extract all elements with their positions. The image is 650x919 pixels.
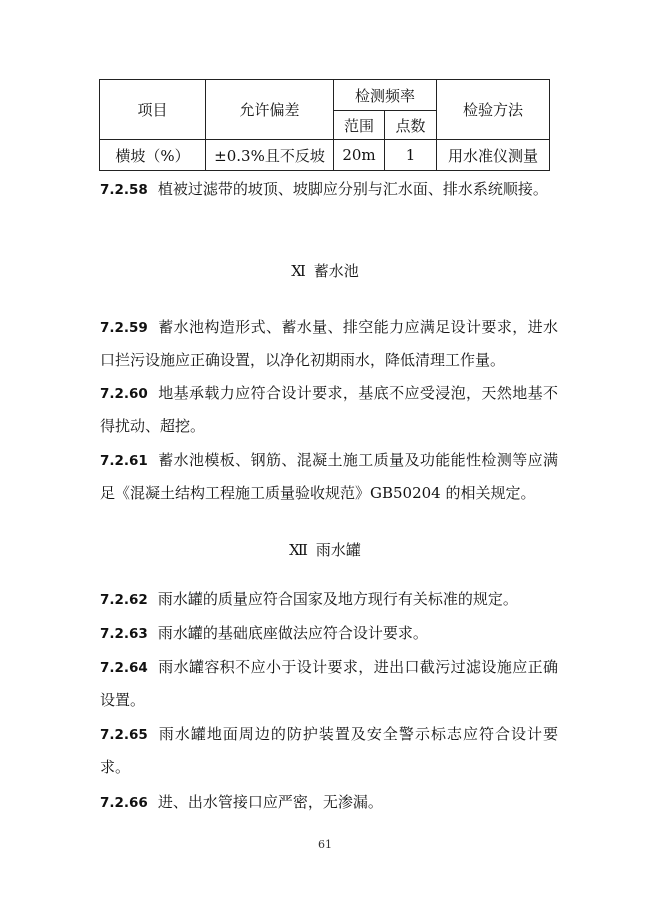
section-title: 雨水罐	[315, 541, 361, 559]
cell-item: 横坡（%）	[100, 140, 206, 171]
cell-method: 用水准仪测量	[437, 140, 550, 171]
clause-7-2-64	[100, 651, 558, 716]
clause-text: 蓄水池模板、钢筋、混凝土施工质量及功能能性检测等应满足《混凝土结构工程施工质量验收规范》GB50204 的相关规定。	[100, 451, 558, 502]
clause-7-2-62	[100, 583, 558, 616]
clause-7-2-63	[100, 617, 558, 650]
page-number: 61	[318, 838, 332, 851]
clause-number: 7.2.63	[100, 626, 148, 642]
clause-text: 蓄水池构造形式、蓄水量、排空能力应满足设计要求，进水口拦污设施应正确设置，以净化初期雨水，降低清理工作量。	[100, 318, 558, 369]
clause-text: 地基承载力应符合设计要求，基底不应受浸泡，天然地基不得扰动、超挖。	[100, 384, 558, 435]
clause-7-2-59	[100, 311, 558, 376]
clause-text: 雨水罐容积不应小于设计要求，进出口截污过滤设施应正确设置。	[100, 658, 558, 709]
clause-7-2-58	[100, 173, 558, 206]
clause-7-2-61	[100, 444, 558, 509]
cell-range: 20m	[334, 140, 385, 171]
clause-number: 7.2.62	[100, 592, 148, 608]
clause-text: 雨水罐的质量应符合国家及地方现行有关标准的规定。	[157, 590, 518, 608]
clause-number: 7.2.64	[100, 660, 148, 676]
section-roman: Ⅺ	[291, 262, 306, 280]
clause-7-2-66	[100, 786, 558, 819]
header-item: 项目	[100, 80, 206, 140]
clause-text: 植被过滤带的坡顶、坡脚应分别与汇水面、排水系统顺接。	[157, 180, 548, 198]
clause-7-2-60	[100, 377, 558, 442]
section-roman: Ⅻ	[289, 541, 308, 559]
clause-number: 7.2.61	[100, 453, 148, 469]
cell-tolerance: ±0.3%且不反坡	[206, 140, 334, 171]
header-tolerance: 允许偏差	[206, 80, 334, 140]
section-heading-xi	[0, 260, 650, 281]
clause-7-2-65	[100, 718, 558, 783]
clause-number: 7.2.66	[100, 795, 148, 811]
section-title: 蓄水池	[313, 262, 359, 280]
cell-points: 1	[385, 140, 437, 171]
clause-number: 7.2.60	[100, 386, 148, 402]
clause-number: 7.2.58	[100, 182, 148, 198]
clause-text: 雨水罐的基础底座做法应符合设计要求。	[157, 624, 428, 642]
clause-text: 进、出水管接口应严密，无渗漏。	[157, 793, 383, 811]
clause-number: 7.2.65	[100, 727, 148, 743]
table-header-row	[100, 80, 550, 111]
header-frequency: 检测频率	[334, 80, 437, 111]
header-points: 点数	[385, 111, 437, 140]
clause-number: 7.2.59	[100, 320, 148, 336]
header-method: 检验方法	[437, 80, 550, 140]
inspection-table	[99, 79, 550, 171]
clause-text: 雨水罐地面周边的防护装置及安全警示标志应符合设计要求。	[100, 725, 558, 776]
header-range: 范围	[334, 111, 385, 140]
table-row	[100, 140, 550, 171]
section-heading-xii	[0, 539, 650, 560]
